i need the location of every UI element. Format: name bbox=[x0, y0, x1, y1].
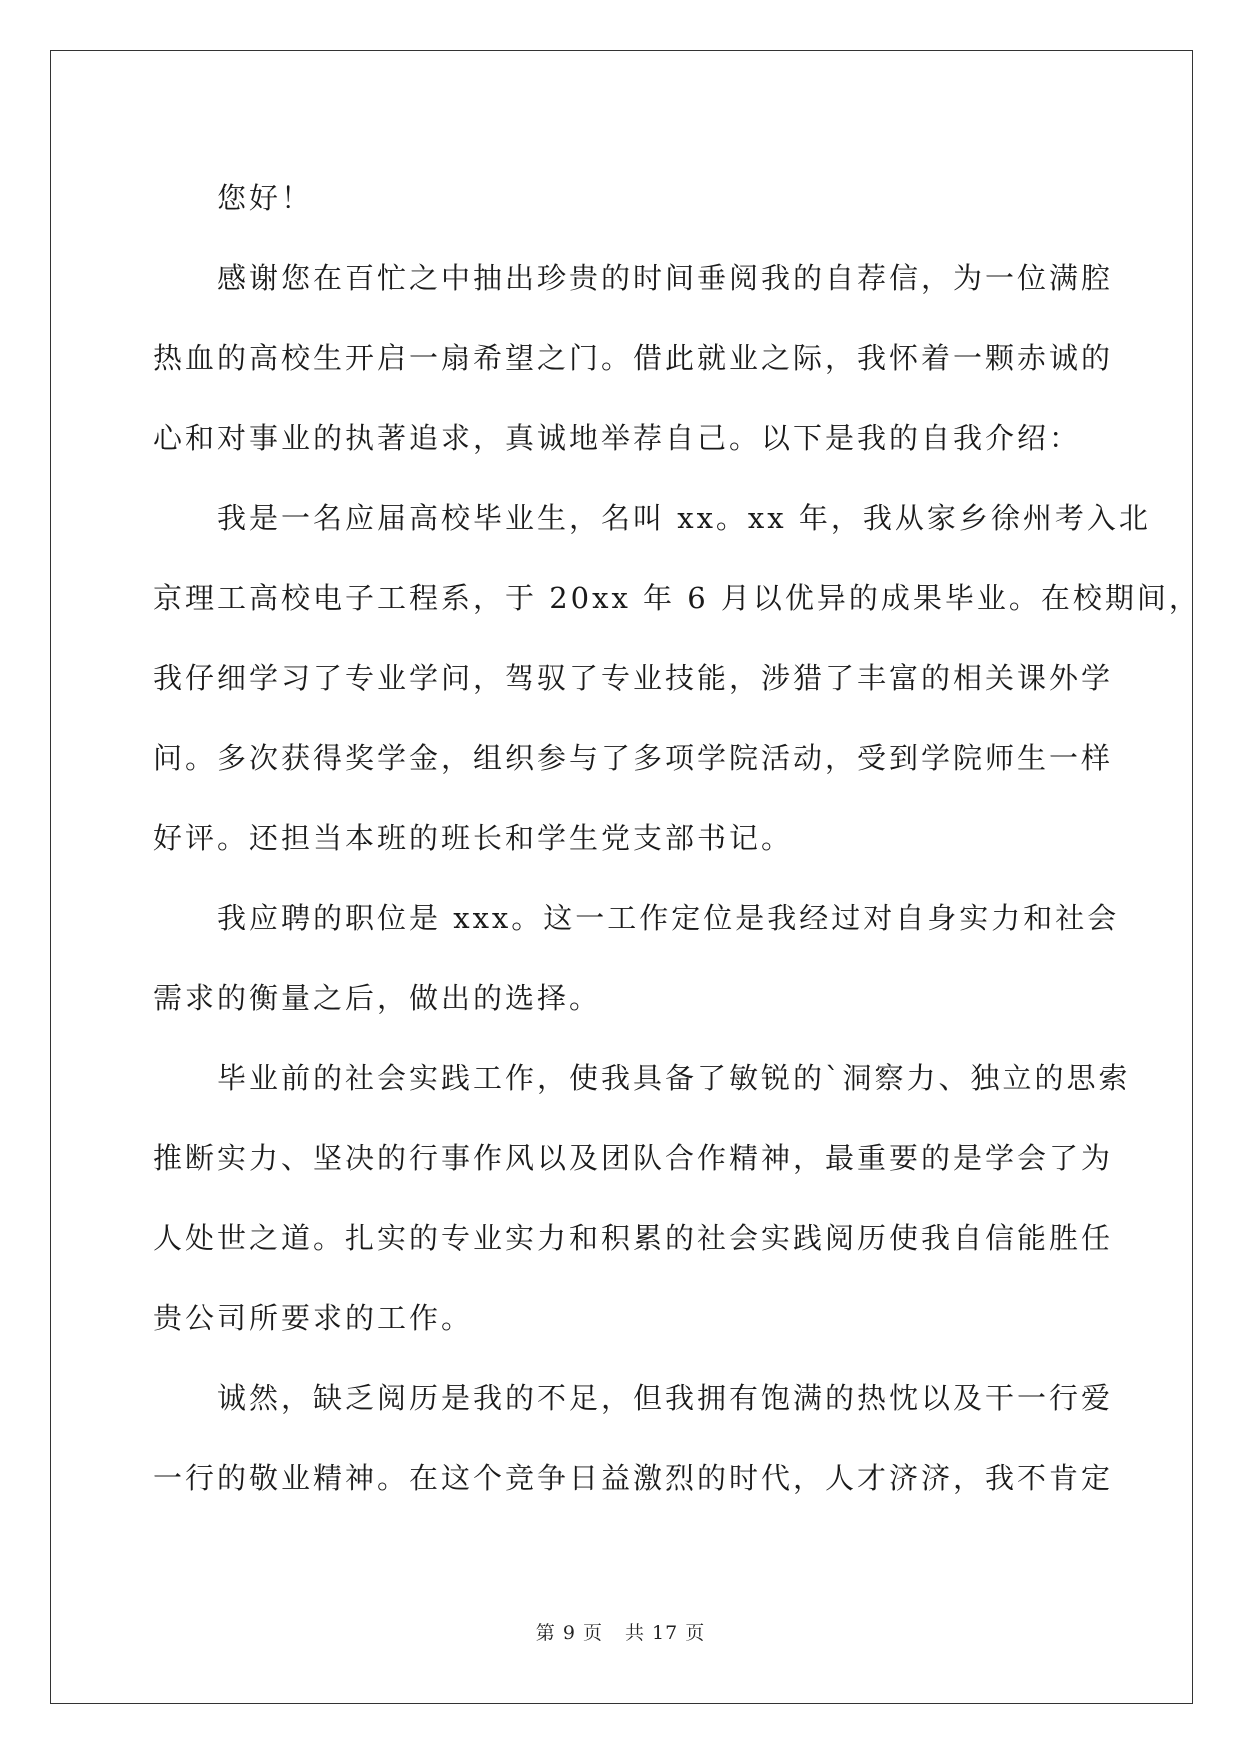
paragraph-experience bbox=[153, 1038, 1131, 1358]
paragraph-thanks bbox=[153, 238, 1114, 478]
paragraph-position bbox=[153, 878, 1120, 1038]
text-line: 贵公司所要求的工作。 bbox=[153, 1301, 474, 1335]
text-line: 心和对事业的执著追求，真诚地举荐自己。以下是我的自我介绍： bbox=[153, 421, 1082, 455]
paragraph-greeting bbox=[153, 158, 1089, 238]
text-line: 推断实力、坚决的行事作风以及团队合作精神，最重要的是学会了为 bbox=[153, 1141, 1114, 1175]
page-footer bbox=[0, 1618, 1241, 1645]
paragraph-conclusion bbox=[153, 1358, 1114, 1518]
text-line: 人处世之道。扎实的专业实力和积累的社会实践阅历使我自信能胜任 bbox=[153, 1221, 1114, 1255]
text-line: 一行的敬业精神。在这个竞争日益激烈的时代，人才济济，我不肯定 bbox=[153, 1461, 1114, 1495]
page-number: 第 9 页 bbox=[535, 1622, 603, 1644]
text-line: 我是一名应届高校毕业生，名叫 xx。xx 年，我从家乡徐州考入北 bbox=[217, 501, 1151, 535]
text-line: 我应聘的职位是 xxx。这一工作定位是我经过对自身实力和社会 bbox=[217, 901, 1120, 935]
text-line: 好评。还担当本班的班长和学生党支部书记。 bbox=[153, 821, 794, 855]
paragraph-introduction bbox=[153, 478, 1201, 878]
text-line: 热血的高校生开启一扇希望之门。借此就业之际，我怀着一颗赤诚的 bbox=[153, 341, 1114, 375]
text-line: 问。多次获得奖学金，组织参与了多项学院活动，受到学院师生一样 bbox=[153, 741, 1114, 775]
text-line: 京理工高校电子工程系，于 20xx 年 6 月以优异的成果毕业。在校期间， bbox=[153, 581, 1201, 615]
text-line: 诚然，缺乏阅历是我的不足，但我拥有饱满的热忱以及干一行爱 bbox=[217, 1381, 1114, 1415]
text-line: 我仔细学习了专业学问，驾驭了专业技能，涉猎了丰富的相关课外学 bbox=[153, 661, 1114, 695]
text-line: 需求的衡量之后，做出的选择。 bbox=[153, 981, 602, 1015]
page-total: 共 17 页 bbox=[624, 1622, 706, 1644]
text-line: 感谢您在百忙之中抽出珍贵的时间垂阅我的自荐信，为一位满腔 bbox=[217, 261, 1114, 295]
text-line: 您好！ bbox=[217, 181, 314, 215]
document-body bbox=[153, 158, 1201, 1518]
text-line: 毕业前的社会实践工作，使我具备了敏锐的`洞察力、独立的思索 bbox=[217, 1061, 1131, 1095]
